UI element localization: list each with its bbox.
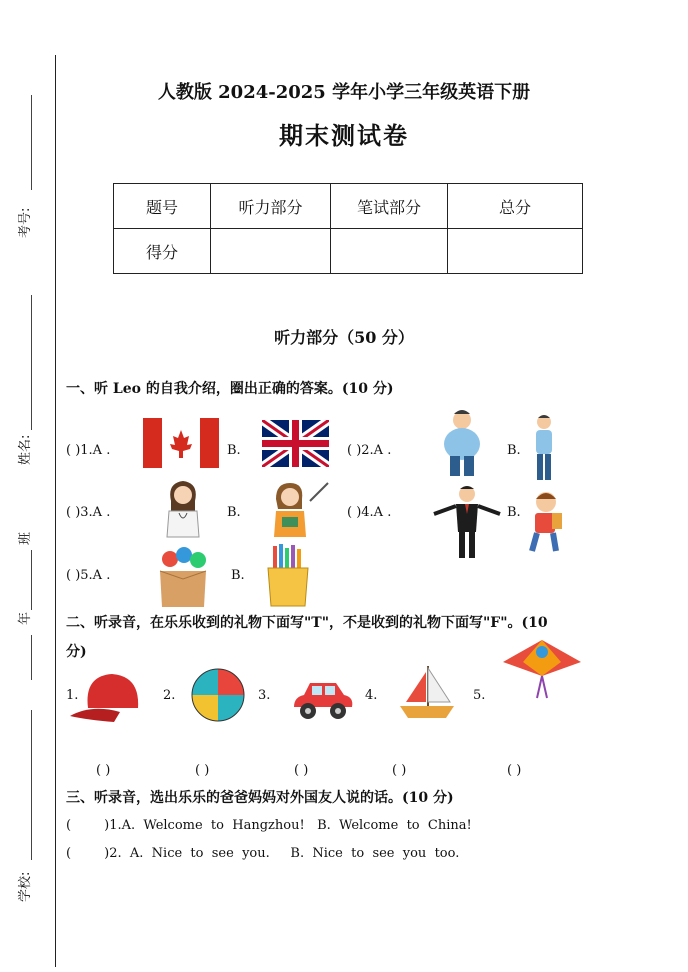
kite-icon	[501, 636, 583, 700]
score-table-header: 总分	[448, 184, 583, 229]
boy-icon	[526, 489, 566, 557]
exam-no-label: 考号:	[18, 207, 33, 238]
q2-num-4: 4.	[365, 688, 378, 703]
q2-num-3: 3.	[258, 688, 271, 703]
score-row-label: 得分	[114, 229, 211, 274]
q2-answer-blank-1[interactable]: ( )	[96, 763, 111, 778]
cap-icon	[68, 668, 148, 724]
q2-answer-blank-5[interactable]: ( )	[507, 763, 522, 778]
q1-item-4: ( )4.A .	[347, 505, 392, 520]
uk-flag-icon	[262, 420, 329, 467]
grade-line	[31, 635, 32, 680]
businessman-icon	[432, 484, 502, 560]
q2-answer-blank-2[interactable]: ( )	[195, 763, 210, 778]
score-table-header: 听力部分	[211, 184, 331, 229]
q2-heading-line2: 分)	[66, 644, 87, 660]
school-line	[31, 710, 32, 860]
section-title: 听力部分（50 分）	[274, 328, 414, 347]
q1-item-2: ( )2.A .	[347, 443, 392, 458]
q3-item-1: ( )1.A. Welcome to Hangzhou! B. Welcome to China!	[66, 818, 472, 833]
class-line	[31, 550, 32, 610]
pen-holder-icon	[265, 544, 311, 608]
q2-num-2: 2.	[163, 688, 176, 703]
q3-heading: 三、听录音，选出乐乐的爸爸妈妈对外国友人说的话。(10 分)	[66, 790, 454, 806]
score-table-header: 题号	[114, 184, 211, 229]
exam-subtitle: 期末测试卷	[279, 121, 409, 150]
score-table-header: 笔试部分	[331, 184, 448, 229]
toy-box-icon	[156, 545, 210, 609]
score-cell-total[interactable]	[448, 229, 583, 274]
fat-man-icon	[440, 408, 485, 478]
q2-answer-blank-3[interactable]: ( )	[294, 763, 309, 778]
school-label: 学校:	[18, 871, 33, 902]
score-cell-writing[interactable]	[331, 229, 448, 274]
q2-answer-blank-4[interactable]: ( )	[392, 763, 407, 778]
q1-item-5-b: B.	[231, 568, 245, 583]
q1-item-1-b: B.	[227, 443, 241, 458]
ball-icon	[190, 667, 246, 723]
q1-item-3: ( )3.A .	[66, 505, 111, 520]
q2-num-1: 1.	[66, 688, 79, 703]
toy-car-icon	[290, 677, 356, 723]
doctor-icon	[163, 477, 203, 539]
score-cell-listening[interactable]	[211, 229, 331, 274]
sailboat-icon	[398, 664, 456, 722]
q1-item-3-b: B.	[227, 505, 241, 520]
name-line	[31, 295, 32, 430]
q2-heading-line1: 二、听录音，在乐乐收到的礼物下面写"T"，不是收到的礼物下面写"F"。(10	[66, 615, 548, 631]
grade-label: 年	[18, 611, 33, 625]
binding-line	[55, 55, 56, 967]
thin-man-icon	[530, 413, 558, 483]
name-label: 姓名:	[18, 434, 33, 465]
q1-heading: 一、听 Leo 的自我介绍，圈出正确的答案。(10 分)	[66, 381, 394, 397]
q2-num-5: 5.	[473, 688, 486, 703]
q1-item-4-b: B.	[507, 505, 521, 520]
class-label: 班	[18, 531, 33, 545]
score-table	[113, 183, 583, 274]
q1-item-1: ( )1.A .	[66, 443, 111, 458]
q1-item-5: ( )5.A .	[66, 568, 111, 583]
canada-flag-icon	[143, 418, 219, 468]
q1-item-2-b: B.	[507, 443, 521, 458]
q3-item-2: ( )2. A. Nice to see you. B. Nice to see you too.	[66, 846, 460, 861]
exam-title: 人教版 2024-2025 学年小学三年级英语下册	[157, 82, 531, 103]
teacher-icon	[270, 477, 332, 539]
